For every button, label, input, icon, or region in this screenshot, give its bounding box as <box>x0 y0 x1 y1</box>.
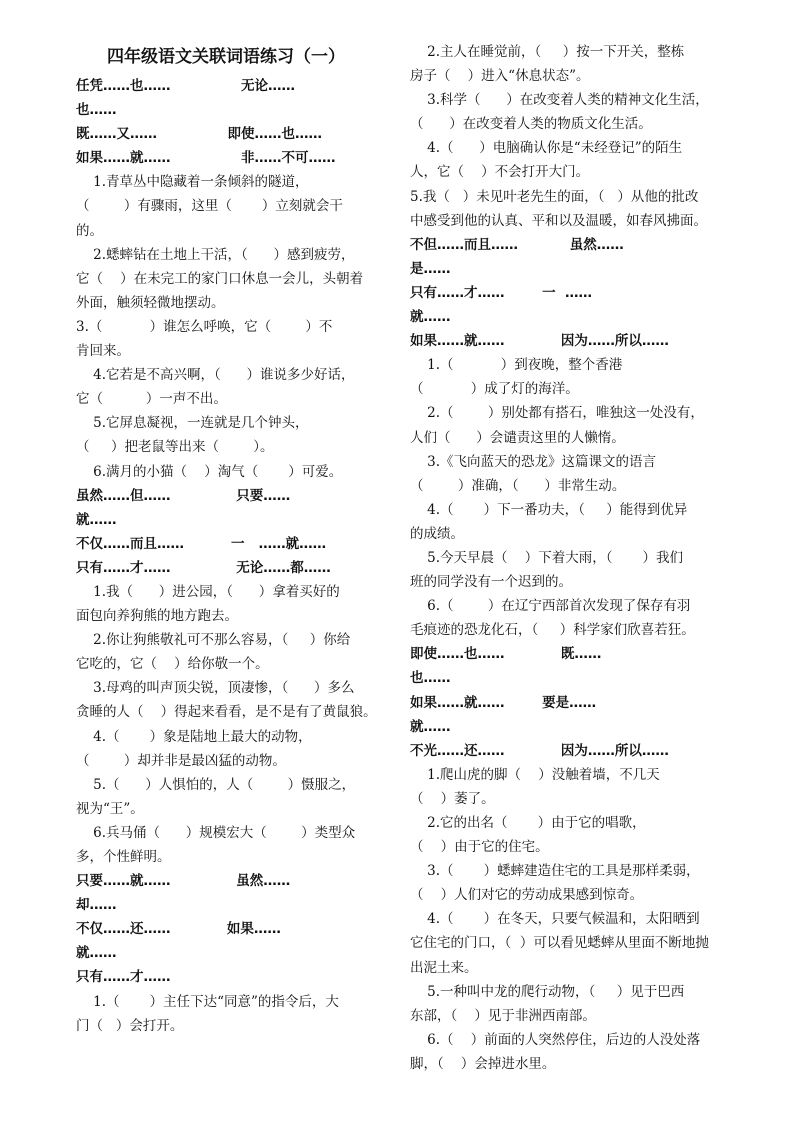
left-connective-line: 不仅……还…… 如果…… <box>76 921 281 938</box>
left-exercise-line: 6.满月的小猫（ ）淘气（ ）可爱。 <box>76 463 343 480</box>
right-exercise-line: 的成绩。 <box>410 525 464 542</box>
left-exercise-line: 5.（ ）人惧怕的，人（ ）慑服之， <box>76 776 356 793</box>
left-exercise-line: 4.（ ）象是陆地上最大的动物， <box>76 728 312 745</box>
right-exercise-line: 房子（ ）进入“休息状态”。 <box>410 68 590 85</box>
left-connective-line: 只要……就…… 虽然…… <box>76 873 291 890</box>
right-exercise-line: 5.我（ ）未见叶老先生的面，（ ）从他的批改 <box>410 188 699 205</box>
left-exercise-line: 多，个性鲜明。 <box>76 849 171 865</box>
right-exercise-line: 1.（ ）到夜晚，整个香港 <box>410 357 623 374</box>
left-connective-line: 不仅……而且…… 一 ……就…… <box>76 535 327 552</box>
right-exercise-line: （ ）在改变着人类的物质文化生活。 <box>410 116 652 133</box>
left-exercise-line: 视为“王”。 <box>76 800 144 817</box>
right-exercise-line: 3.《飞向蓝天的恐龙》这篇课文的语言 <box>410 453 657 470</box>
right-exercise-line: 东部，（ ）见于非洲西南部。 <box>410 1007 596 1024</box>
worksheet-title: 四年级语文关联词语练习（一） <box>107 47 345 67</box>
right-connective-line: 就…… <box>410 309 451 326</box>
left-connective-line: 只有……才…… <box>76 969 171 986</box>
right-exercise-line: 人们（ ）会谴责这里的人懒惰。 <box>410 429 625 446</box>
left-exercise-line: 的。 <box>76 222 103 239</box>
left-connective-line: 如果……就…… 非……不可…… <box>76 150 336 167</box>
right-connective-line: 如果……就…… 要是…… <box>410 694 597 711</box>
left-connective-line: 只有……才…… 无论……都…… <box>76 559 331 576</box>
right-exercise-line: 2.（ ）别处都有搭石，唯独这一处没有， <box>410 405 704 422</box>
left-exercise-line: 它（ ）在未完工的家门口休息一会儿，头朝着 <box>76 270 364 287</box>
left-exercise-line: 3.母鸡的叫声顶尖锐，顶凄惨，（ ）多么 <box>76 680 355 697</box>
left-exercise-line: 贪睡的人（ ）得起来看看，是不是有了黄鼠狼。 <box>76 704 377 721</box>
right-exercise-line: 班的同学没有一个迟到的。 <box>410 574 572 591</box>
right-connective-line: 不但……而且…… 虽然…… <box>410 236 624 253</box>
left-exercise-line: 4.它若是不高兴啊，（ ）谁说多少好话， <box>76 367 355 384</box>
right-column <box>410 40 720 1076</box>
right-connective-line: 是…… <box>410 260 451 277</box>
right-exercise-line: 毛痕迹的恐龙化石，（ ）科学家们欣喜若狂。 <box>410 622 695 639</box>
left-exercise-line: 外面，触须轻微地摆动。 <box>76 294 225 311</box>
right-exercise-line: 人，它（ ）不会打开大门。 <box>410 164 590 181</box>
right-connective-line: 只有……才…… 一 …… <box>410 284 592 301</box>
right-exercise-line: 脚，（ ）会掉进水里。 <box>410 1055 556 1072</box>
left-exercise-line: 1.（ ）主任下达“同意”的指令后，大 <box>76 993 339 1010</box>
left-exercise-line: （ ）却并非是最凶猛的动物。 <box>76 752 286 769</box>
left-exercise-line: 它吃的，它（ ）给你敬一个。 <box>76 656 269 673</box>
right-exercise-line: 1.爬山虎的脚（ ）没触着墙，不几天 <box>410 766 660 783</box>
left-exercise-line: （ ）有骤雨，这里（ ）立刻就会干 <box>76 198 343 215</box>
right-connective-line: 即使……也…… 既…… <box>410 646 602 663</box>
left-exercise-line: 1.我（ ）进公园，（ ）拿着买好的 <box>76 583 340 600</box>
right-exercise-line: 6.（ ）前面的人突然停住，后边的人没处落 <box>410 1031 701 1048</box>
right-lines <box>410 40 720 1076</box>
left-connective-line: 任凭……也…… 无论…… <box>76 78 295 94</box>
right-exercise-line: （ ）由于它的住宅。 <box>410 839 549 856</box>
right-exercise-line: 3.（ ）蟋蟀建造住宅的工具是那样柔弱， <box>410 863 700 880</box>
left-exercise-line: 肯回来。 <box>76 343 130 360</box>
left-connective-line: 就…… <box>76 945 117 962</box>
left-exercise-line: 5.它屏息凝视，一连就是几个钟头， <box>76 415 309 432</box>
right-exercise-line: 出泥土来。 <box>410 959 478 976</box>
left-exercise-line: 2.你让狗熊敬礼可不那么容易，（ ）你给 <box>76 632 351 649</box>
right-exercise-line: 4.（ ）在冬天，只要气候温和，太阳晒到 <box>410 911 700 928</box>
left-connective-line: 就…… <box>76 511 117 528</box>
right-exercise-line: 它住宅的门口，（ ）可以看见蟋蟀从里面不断地抛 <box>410 935 709 952</box>
right-exercise-line: 5.一种叫中龙的爬行动物，（ ）见于巴西 <box>410 983 685 1000</box>
right-exercise-line: 5.今天早晨（ ）下着大雨，（ ）我们 <box>410 549 683 566</box>
right-exercise-line: 4.（ ）下一番功夫，（ ）能得到优异 <box>410 501 688 518</box>
left-exercise-line: 6.兵马俑（ ）规模宏大（ ）类型众 <box>76 824 356 841</box>
left-column <box>76 40 386 1038</box>
right-exercise-line: 6.（ ）在辽宁西部首次发现了保存有羽 <box>410 598 691 615</box>
right-exercise-line: 4.（ ）电脑确认你是“未经登记”的陌生 <box>410 140 683 157</box>
right-connective-line: 就…… <box>410 718 451 735</box>
right-exercise-line: 2.主人在睡觉前，（ ）按一下开关，整栋 <box>410 44 685 60</box>
left-exercise-line: （ ）把老鼠等出来（ ）。 <box>76 439 274 456</box>
right-connective-line: 如果……就…… 因为……所以…… <box>410 333 669 350</box>
left-exercise-line: 面包向养狗熊的地方跑去。 <box>76 608 238 625</box>
right-exercise-line: 3.科学（ ）在改变着人类的精神文化生活， <box>410 92 709 109</box>
left-connective-line: 也…… <box>76 102 117 119</box>
left-exercise-line: 它（ ）一声不出。 <box>76 391 227 408</box>
left-connective-line: 虽然……但…… 只要…… <box>76 487 291 504</box>
left-connective-line: 却…… <box>76 897 117 914</box>
left-lines <box>76 74 386 1038</box>
left-exercise-line: 门（ ）会打开。 <box>76 1017 184 1034</box>
left-exercise-line: 1.青草丛中隐藏着一条倾斜的隧道， <box>76 174 309 191</box>
right-exercise-line: （ ）成了灯的海洋。 <box>410 381 579 398</box>
right-connective-line: 不光……还…… 因为……所以…… <box>410 742 669 759</box>
right-exercise-line: 2.它的出名（ ）由于它的唱歌， <box>410 815 646 831</box>
left-exercise-line: 2.蟋蟀钻在土地上干活，（ ）感到疲劳， <box>76 246 355 263</box>
right-exercise-line: （ ）萎了。 <box>410 790 495 807</box>
right-exercise-line: （ ）准确，（ ）非常生动。 <box>410 477 626 494</box>
right-exercise-line: （ ）人们对它的劳动成果感到惊奇。 <box>410 887 644 904</box>
right-exercise-line: 中感受到他的认真、平和以及温暖，如春风拂面。 <box>410 212 707 229</box>
right-connective-line: 也…… <box>410 670 451 687</box>
left-exercise-line: 3.（ ）谁怎么呼唤，它（ ）不 <box>76 318 333 335</box>
left-connective-line: 既……又…… 即使……也…… <box>76 126 322 143</box>
